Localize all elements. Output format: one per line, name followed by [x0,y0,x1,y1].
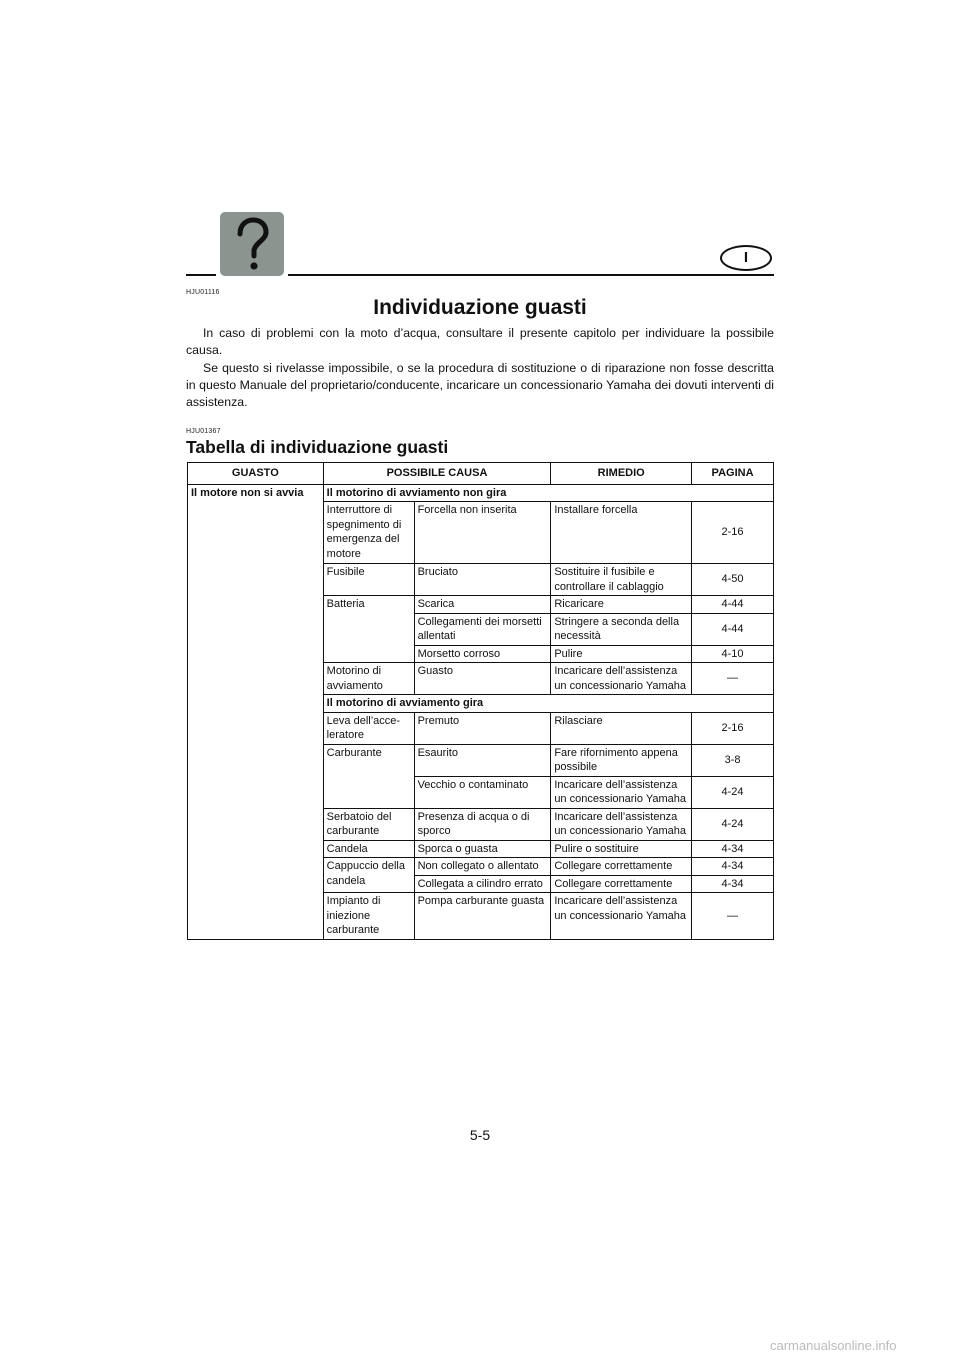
page-cell: 2-16 [692,712,774,744]
table-header-row [188,463,774,485]
page-cell: 4-24 [692,776,774,808]
page-cell: — [692,893,774,940]
remedy-cell: Stringere a seconda della necessità [551,613,692,645]
part-cell: Fusibile [323,564,414,596]
cause-cell: Sporca o guasta [414,840,551,858]
group-heading: Il motorino di avviamento non gira [323,484,773,502]
cause-cell: Premuto [414,712,551,744]
remedy-cell: Incaricare dell’assistenza un concessionario Yamaha [551,893,692,940]
part-cell: Cappuccio della candela [323,858,414,893]
page-cell: 4-44 [692,613,774,645]
page-cell: 4-34 [692,840,774,858]
page-cell: 4-44 [692,596,774,614]
section-code: HJU01116 [186,289,220,296]
language-badge: I [720,245,772,271]
page-cell: 4-50 [692,564,774,596]
part-cell: Batteria [323,596,414,663]
header-rule-left [186,274,216,276]
intro-paragraph: In caso di problemi con la moto d’acqua, consultare il presente capitolo per individuare la possibile causa. [186,326,774,358]
remedy-cell: Incaricare dell’assistenza un concessionario Yamaha [551,776,692,808]
cause-cell: Guasto [414,663,551,695]
column-header: POSSIBILE CAUSA [323,463,551,485]
table-title: Tabella di individuazione guasti [186,437,449,457]
page-number: 5-5 [469,1127,491,1143]
intro-paragraph: Se questo si rivelasse impossibile, o se la procedura di sostituzione o di riparazione non fosse descritta in questo Manuale del proprietario/conducente, incaricare un concessionario Yamaha dei dovuti interventi di assistenza. [186,360,774,410]
remedy-cell: Incaricare dell’assistenza un concessionario Yamaha [551,663,692,695]
page-cell: 4-24 [692,808,774,840]
fault-cell: Il motore non si avvia [188,484,324,939]
column-header: PAGINA [692,463,774,485]
cause-cell: Esaurito [414,744,551,776]
part-cell: Leva dell’acce-leratore [323,712,414,744]
part-cell: Interruttore di spegnimento di emergenza del motore [323,502,414,564]
remedy-cell: Incaricare dell’assistenza un concessionario Yamaha [551,808,692,840]
part-cell: Carburante [323,744,414,808]
header-rule-right [288,274,774,276]
section-code: HJU01367 [186,428,221,435]
remedy-cell: Rilasciare [551,712,692,744]
part-cell: Serbatoio del carburante [323,808,414,840]
remedy-cell: Collegare correttamente [551,875,692,893]
cause-cell: Collegata a cilindro errato [414,875,551,893]
cause-cell: Scarica [414,596,551,614]
cause-cell: Forcella non inserita [414,502,551,564]
remedy-cell: Collegare correttamente [551,858,692,876]
page-cell: 4-10 [692,645,774,663]
remedy-cell: Pulire o sostituire [551,840,692,858]
cause-cell: Morsetto corroso [414,645,551,663]
column-header: RIMEDIO [551,463,692,485]
cause-cell: Non collegato o allentato [414,858,551,876]
remedy-cell: Fare rifornimento appena possibile [551,744,692,776]
cause-cell: Vecchio o contaminato [414,776,551,808]
page-cell: 3-8 [692,744,774,776]
cause-cell: Presenza di acqua o di sporco [414,808,551,840]
page-title: Individuazione guasti [373,296,587,319]
intro-text [186,325,774,411]
remedy-cell: Sostituire il fusibile e controllare il cablaggio [551,564,692,596]
page-cell: — [692,663,774,695]
remedy-cell: Pulire [551,645,692,663]
cause-cell: Bruciato [414,564,551,596]
troubleshooting-table [187,462,774,940]
remedy-cell: Ricaricare [551,596,692,614]
group-heading: Il motorino di avviamento gira [323,695,773,713]
cause-cell: Collegamenti dei morsetti allentati [414,613,551,645]
cause-cell: Pompa carburante guasta [414,893,551,940]
remedy-cell: Installare forcella [551,502,692,564]
part-cell: Candela [323,840,414,858]
watermark: carmanualsonline.info [770,1338,897,1353]
part-cell: Motorino di avviamento [323,663,414,695]
page-cell: 4-34 [692,858,774,876]
table-row [188,484,774,502]
page-cell: 2-16 [692,502,774,564]
part-cell: Impianto di iniezione carburante [323,893,414,940]
question-mark-icon [220,212,284,276]
page-cell: 4-34 [692,875,774,893]
column-header: GUASTO [188,463,324,485]
